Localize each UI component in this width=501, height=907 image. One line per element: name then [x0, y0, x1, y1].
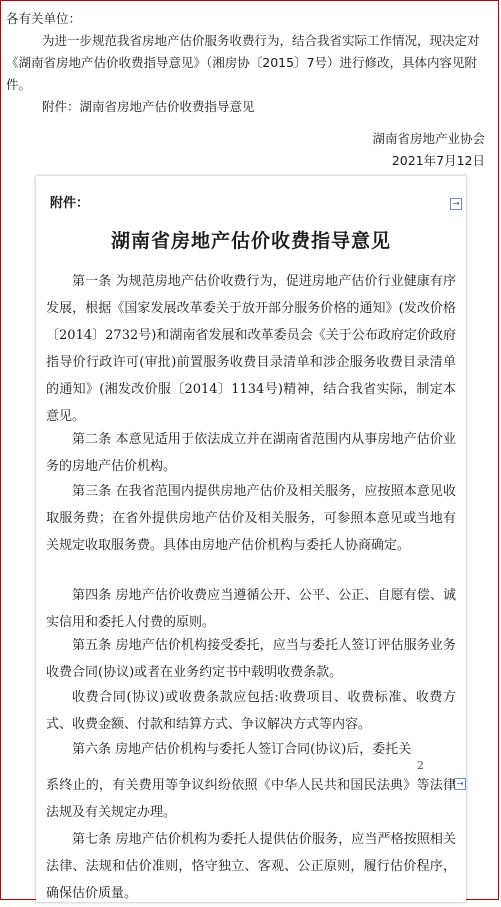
- article-5-clause: 收费合同(协议)或收费条款应包括:收费项目、收费标准、收费方式、收费金额、付款和结算方式、争议解决方式等内容。: [46, 690, 456, 732]
- article-6-start: 第六条 房地产估价机构与委托人签订合同(协议)后，委托关: [72, 742, 412, 757]
- article-5: 第五条 房地产估价机构接受委托，应当与委托人签订评估服务业务收费合同(协议)或者在业务约定书中载明收费条款。: [46, 638, 456, 680]
- signature-org: 湖南省房地产业协会: [372, 131, 485, 146]
- salutation: 各有关单位：: [6, 11, 82, 26]
- attachment-label: 附件：: [50, 196, 90, 211]
- article-6-end: 系终止的，有关费用等争议纠纷依照《中华人民共和国民法典》等法律法规及有关规定办理。: [46, 778, 456, 820]
- page-number: 2: [417, 759, 424, 772]
- document-title: 湖南省房地产估价收费指导意见: [110, 230, 391, 252]
- document-viewer[interactable]: [36, 176, 466, 902]
- attachment-line[interactable]: 附件：湖南省房地产估价收费指导意见: [42, 99, 255, 114]
- page-jump-icon[interactable]: ⇥: [454, 778, 466, 790]
- page-jump-icon[interactable]: ⇥: [450, 198, 462, 210]
- notice-body: 为进一步规范我省房地产估价服务收费行为，结合我省实际工作情况，现决定对《湖南省房地产估价收费指导意见》（湘房协〔2015〕7号）进行修改，具体内容见附件。: [6, 33, 480, 92]
- signature-date: 2021年7月12日: [391, 153, 485, 168]
- notice-block: [6, 8, 494, 118]
- article-2: 第二条 本意见适用于依法成立并在湖南省范围内从事房地产估价业务的房地产估价机构。: [46, 432, 456, 474]
- signature-block: [372, 128, 485, 172]
- article-4: 第四条 房地产估价收费应当遵循公开、公平、公正、自愿有偿、诚实信用和委托人付费的原则。: [46, 588, 456, 630]
- page-break: [36, 761, 466, 769]
- article-7: 第七条 房地产估价机构为委托人提供估价服务，应当严格按照相关法律、法规和估价准则，恪守独立、客观、公正原则，履行估价程序，确保估价质量。: [46, 832, 456, 901]
- article-1: 第一条 为规范房地产估价收费行为，促进房地产估价行业健康有序发展，根据《国家发展改革委关于放开部分服务价格的通知》(发改价格〔2014〕2732号)和湖南省发展和改革委员会《关于公布政府定价政府指导价行政许可(审批)前置服务收费目录清单和涉企服务收费目录清单的通知》(湘发改价服〔2014〕1134号)精神，结合我省实际，制定本意见。: [46, 274, 456, 424]
- article-3: 第三条 在我省范围内提供房地产估价及相关服务，应按照本意见收取服务费；在省外提供房地产估价及相关服务，可参照本意见或当地有关规定收取服务费。具体由房地产估价机构与委托人协商确定。: [46, 484, 456, 553]
